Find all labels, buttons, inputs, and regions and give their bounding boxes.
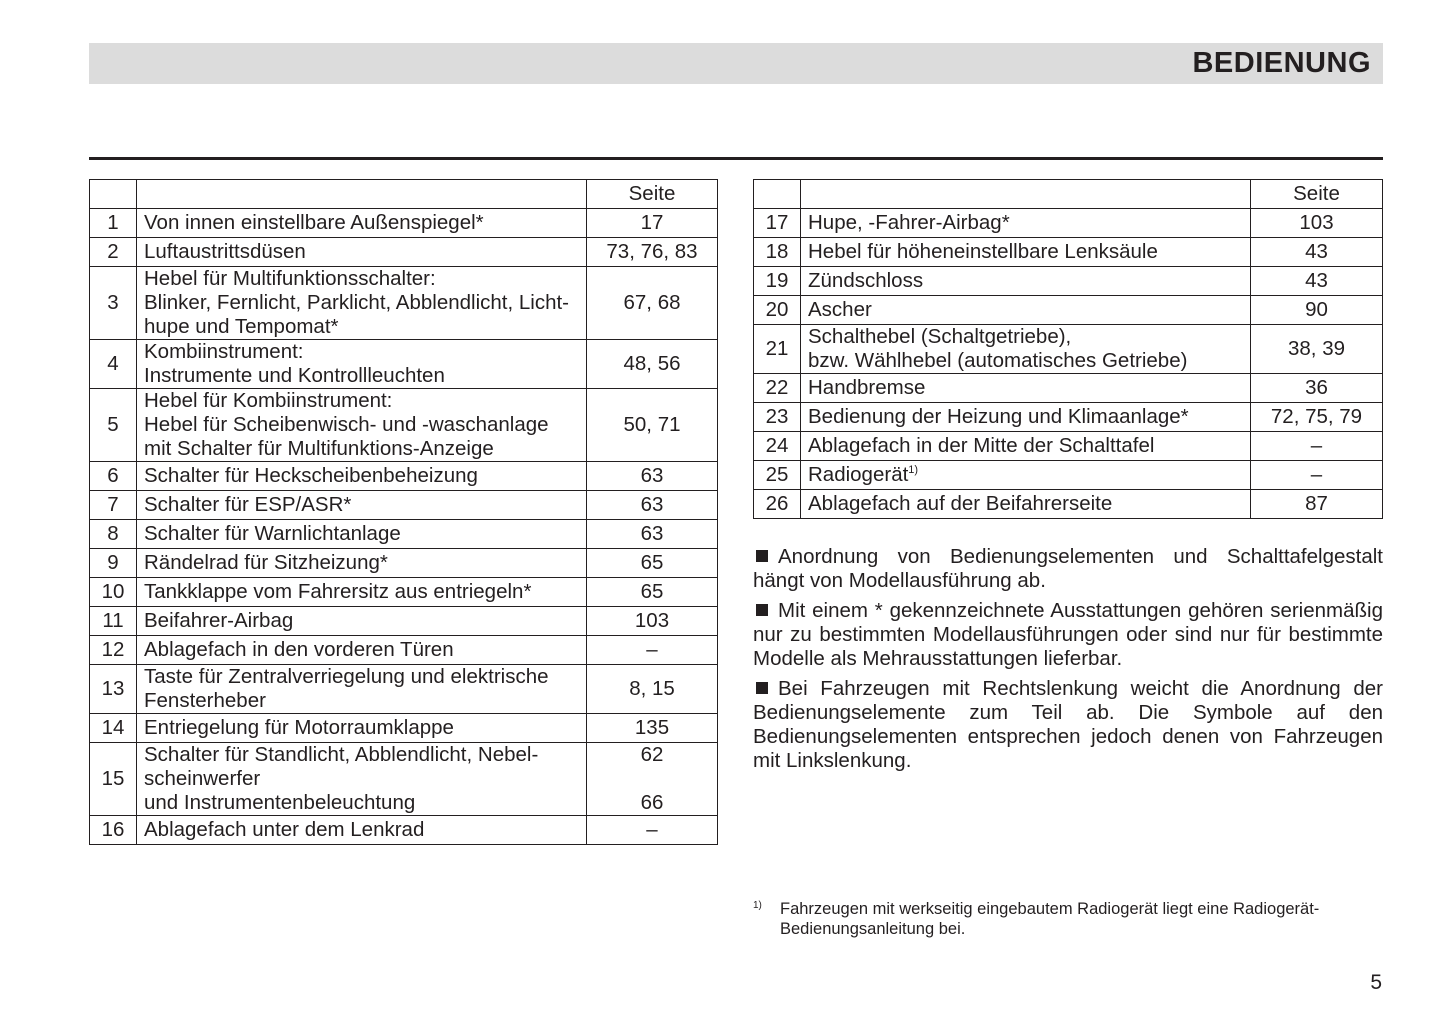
row-number: 20 <box>754 296 801 325</box>
description-line <box>144 389 579 413</box>
description-line <box>144 580 579 604</box>
table-row <box>90 816 718 845</box>
row-number: 13 <box>90 665 137 714</box>
square-bullet-icon <box>756 604 768 616</box>
row-page: 72, 75, 79 <box>1251 403 1383 432</box>
table-body <box>754 209 1383 519</box>
header-divider <box>89 157 1383 160</box>
description-line <box>144 240 579 264</box>
row-page: 43 <box>1251 238 1383 267</box>
row-description <box>137 549 587 578</box>
row-page: 73, 76, 83 <box>587 238 718 267</box>
description-text: Ablagefach in den vorderen Türen <box>144 638 454 661</box>
description-line <box>808 269 1243 293</box>
description-text: Hebel für Kombiinstrument: <box>144 389 393 412</box>
table-row <box>90 238 718 267</box>
table-row <box>90 520 718 549</box>
row-number: 26 <box>754 490 801 519</box>
table-row <box>90 578 718 607</box>
description-text: Instrumente und Kontrollleuchten <box>144 364 445 387</box>
table-row <box>754 403 1383 432</box>
description-line <box>144 551 579 575</box>
table-body <box>90 209 718 845</box>
row-page: – <box>587 816 718 845</box>
row-number: 25 <box>754 461 801 490</box>
description-line <box>144 767 579 791</box>
square-bullet-icon <box>756 682 768 694</box>
description-text: Kombiinstrument: <box>144 340 304 363</box>
row-description <box>137 636 587 665</box>
description-line <box>808 463 1243 487</box>
table-row <box>90 209 718 238</box>
row-description <box>137 340 587 389</box>
row-description <box>137 267 587 340</box>
row-number: 21 <box>754 325 801 374</box>
footnote-text: Fahrzeugen mit werkseitig eingebautem Radiogerät liegt eine Radiogerät-Bedienungsanleitung bei. <box>780 900 1320 938</box>
table-row <box>754 432 1383 461</box>
description-text: Schalter für ESP/ASR* <box>144 493 352 516</box>
square-bullet-icon <box>756 550 768 562</box>
description-line <box>144 791 579 815</box>
description-text: Ablagefach unter dem Lenkrad <box>144 818 425 841</box>
row-page: 17 <box>587 209 718 238</box>
description-text: Bedienung der Heizung und Klimaanlage* <box>808 405 1189 428</box>
page-column-header: Seite <box>587 180 718 209</box>
row-number: 22 <box>754 374 801 403</box>
footnote-reference: 1) <box>908 464 919 476</box>
description-text: Ascher <box>808 298 872 321</box>
row-number: 9 <box>90 549 137 578</box>
note-text: Mit einem * gekennzeichnete Ausstattungen gehören serienmäßig nur zu bestimmten Modellausführungen oder sind nur für bestimmte Modelle als Mehrausstattungen lieferbar. <box>753 599 1383 670</box>
description-line <box>144 609 579 633</box>
note-text: Anordnung von Bedienungselementen und Schalttafelgestalt hängt von Modellausführung ab. <box>753 545 1383 592</box>
description-line <box>808 349 1243 373</box>
row-page: 103 <box>1251 209 1383 238</box>
description-line <box>144 437 579 461</box>
row-number: 3 <box>90 267 137 340</box>
description-text: Ablagefach in der Mitte der Schalttafel <box>808 434 1155 457</box>
row-description <box>137 816 587 845</box>
description-text: Schalter für Standlicht, Abblendlicht, Nebel- <box>144 743 539 766</box>
row-number: 18 <box>754 238 801 267</box>
page-ref: 62 <box>640 743 664 766</box>
note-text: Bei Fahrzeugen mit Rechtslenkung weicht die Anordnung der Bedienungselemente zum Teil ab. Die Symbole auf den Bedienungselementen entsprechen jedoch denen von Fahrzeugen mit Linkslenkung. <box>753 677 1383 772</box>
row-description <box>801 209 1251 238</box>
description-text: Ablagefach auf der Beifahrerseite <box>808 492 1113 515</box>
description-line <box>808 492 1243 516</box>
row-number: 11 <box>90 607 137 636</box>
controls-table-right <box>753 179 1383 519</box>
description-line <box>144 464 579 488</box>
page-ref: 66 <box>640 791 664 814</box>
footnote-mark: 1) <box>753 900 762 911</box>
description-line <box>808 298 1243 322</box>
description-text: Hupe, -Fahrer-Airbag* <box>808 211 1010 234</box>
row-page: 87 <box>1251 490 1383 519</box>
description-line <box>144 413 579 437</box>
table-header-row <box>90 180 718 209</box>
description-text: Rändelrad für Sitzheizung* <box>144 551 388 574</box>
row-number: 19 <box>754 267 801 296</box>
description-line <box>144 716 579 740</box>
table-row <box>90 607 718 636</box>
row-page: 135 <box>587 714 718 743</box>
description-line <box>144 743 579 767</box>
row-page: 48, 56 <box>587 340 718 389</box>
row-description <box>137 462 587 491</box>
row-number: 7 <box>90 491 137 520</box>
note-paragraph <box>753 545 1383 593</box>
description-line <box>144 364 579 388</box>
description-text: Schalter für Heckscheibenbeheizung <box>144 464 478 487</box>
description-text: Handbremse <box>808 376 926 399</box>
row-number: 2 <box>90 238 137 267</box>
description-text: hupe und Tempomat* <box>144 315 339 338</box>
row-page: 50, 71 <box>587 389 718 462</box>
controls-table-left <box>89 179 718 845</box>
table-row <box>90 389 718 462</box>
row-description <box>801 432 1251 461</box>
row-number: 6 <box>90 462 137 491</box>
description-line <box>144 315 579 339</box>
description-line <box>144 211 579 235</box>
row-description <box>137 578 587 607</box>
row-description <box>137 607 587 636</box>
description-text: Entriegelung für Motorraumklappe <box>144 716 454 739</box>
row-description <box>137 665 587 714</box>
description-line <box>144 689 579 713</box>
table-row <box>90 549 718 578</box>
row-page: 8, 15 <box>587 665 718 714</box>
table-row <box>90 665 718 714</box>
table-row <box>90 491 718 520</box>
table-row <box>90 462 718 491</box>
description-text: Hebel für höheneinstellbare Lenksäule <box>808 240 1158 263</box>
note-paragraph <box>753 677 1383 773</box>
table-row <box>90 714 718 743</box>
description-line <box>808 405 1243 429</box>
page-spacer <box>594 767 710 791</box>
table-row <box>754 296 1383 325</box>
description-line <box>808 376 1243 400</box>
table-row <box>754 238 1383 267</box>
row-number: 17 <box>754 209 801 238</box>
row-number: 24 <box>754 432 801 461</box>
description-line <box>144 267 579 291</box>
table-row <box>754 209 1383 238</box>
table-row <box>90 636 718 665</box>
description-text: Schalter für Warnlichtanlage <box>144 522 401 545</box>
row-description <box>801 403 1251 432</box>
row-number: 5 <box>90 389 137 462</box>
description-column-header <box>801 180 1251 209</box>
row-description <box>137 743 587 816</box>
description-text: Hebel für Scheibenwisch- und -waschanlage <box>144 413 549 436</box>
row-page: 65 <box>587 578 718 607</box>
table-row <box>90 267 718 340</box>
description-text: Fensterheber <box>144 689 266 712</box>
row-description <box>801 325 1251 374</box>
row-number: 15 <box>90 743 137 816</box>
description-line <box>144 291 579 315</box>
table-row <box>90 340 718 389</box>
row-page: 36 <box>1251 374 1383 403</box>
description-text: Von innen einstellbare Außenspiegel* <box>144 211 484 234</box>
description-line <box>808 211 1243 235</box>
row-number: 14 <box>90 714 137 743</box>
description-line <box>144 493 579 517</box>
row-page: 103 <box>587 607 718 636</box>
row-number: 12 <box>90 636 137 665</box>
row-page: 63 <box>587 520 718 549</box>
row-page: 65 <box>587 549 718 578</box>
description-text: Beifahrer-Airbag <box>144 609 294 632</box>
row-number: 8 <box>90 520 137 549</box>
row-number: 4 <box>90 340 137 389</box>
row-page <box>587 743 718 816</box>
number-column-header <box>754 180 801 209</box>
row-number: 23 <box>754 403 801 432</box>
table-row <box>90 743 718 816</box>
table-row <box>754 267 1383 296</box>
description-text: bzw. Wählhebel (automatisches Getriebe) <box>808 349 1188 372</box>
number-column-header <box>90 180 137 209</box>
row-description <box>801 267 1251 296</box>
row-page: 67, 68 <box>587 267 718 340</box>
row-number: 1 <box>90 209 137 238</box>
page-title: BEDIENUNG <box>1192 47 1371 79</box>
row-description <box>801 238 1251 267</box>
row-description <box>137 520 587 549</box>
row-description <box>801 374 1251 403</box>
note-paragraph <box>753 599 1383 671</box>
row-page: 38, 39 <box>1251 325 1383 374</box>
row-page: 90 <box>1251 296 1383 325</box>
description-line <box>144 340 579 364</box>
description-text: Hebel für Multifunktionsschalter: <box>144 267 436 290</box>
table-row <box>754 461 1383 490</box>
description-text: Radiogerät <box>808 463 909 486</box>
description-line <box>808 325 1243 349</box>
description-line <box>808 240 1243 264</box>
description-text: und Instrumentenbeleuchtung <box>144 791 416 814</box>
description-text: Zündschloss <box>808 269 924 292</box>
description-text: Schalthebel (Schaltgetriebe), <box>808 325 1072 348</box>
row-number: 16 <box>90 816 137 845</box>
notes-section <box>753 545 1383 779</box>
description-line <box>144 638 579 662</box>
description-line <box>144 818 579 842</box>
row-page: 63 <box>587 491 718 520</box>
page-column-header: Seite <box>1251 180 1383 209</box>
description-line <box>144 522 579 546</box>
row-description <box>137 389 587 462</box>
description-text: Blinker, Fernlicht, Parklicht, Abblendlicht, Licht- <box>144 291 569 314</box>
description-text: scheinwerfer <box>144 767 261 790</box>
row-description <box>137 491 587 520</box>
row-description <box>801 296 1251 325</box>
description-text: Taste für Zentralverriegelung und elektrische <box>144 665 549 688</box>
description-text: Tankklappe vom Fahrersitz aus entriegeln* <box>144 580 532 603</box>
description-text: Luftaustrittsdüsen <box>144 240 306 263</box>
row-page: – <box>587 636 718 665</box>
row-page: 63 <box>587 462 718 491</box>
row-page: – <box>1251 432 1383 461</box>
description-text: mit Schalter für Multifunktions-Anzeige <box>144 437 494 460</box>
table-row <box>754 490 1383 519</box>
footnote <box>753 899 1383 939</box>
row-description <box>801 490 1251 519</box>
description-column-header <box>137 180 587 209</box>
row-description <box>137 209 587 238</box>
row-page: – <box>1251 461 1383 490</box>
table-row <box>754 374 1383 403</box>
row-description <box>137 714 587 743</box>
page-number: 5 <box>1370 971 1382 994</box>
description-line <box>144 665 579 689</box>
row-page: 43 <box>1251 267 1383 296</box>
header-bar <box>89 43 1383 84</box>
row-number: 10 <box>90 578 137 607</box>
table-header-row <box>754 180 1383 209</box>
row-description <box>801 461 1251 490</box>
row-description <box>137 238 587 267</box>
description-line <box>808 434 1243 458</box>
table-row <box>754 325 1383 374</box>
